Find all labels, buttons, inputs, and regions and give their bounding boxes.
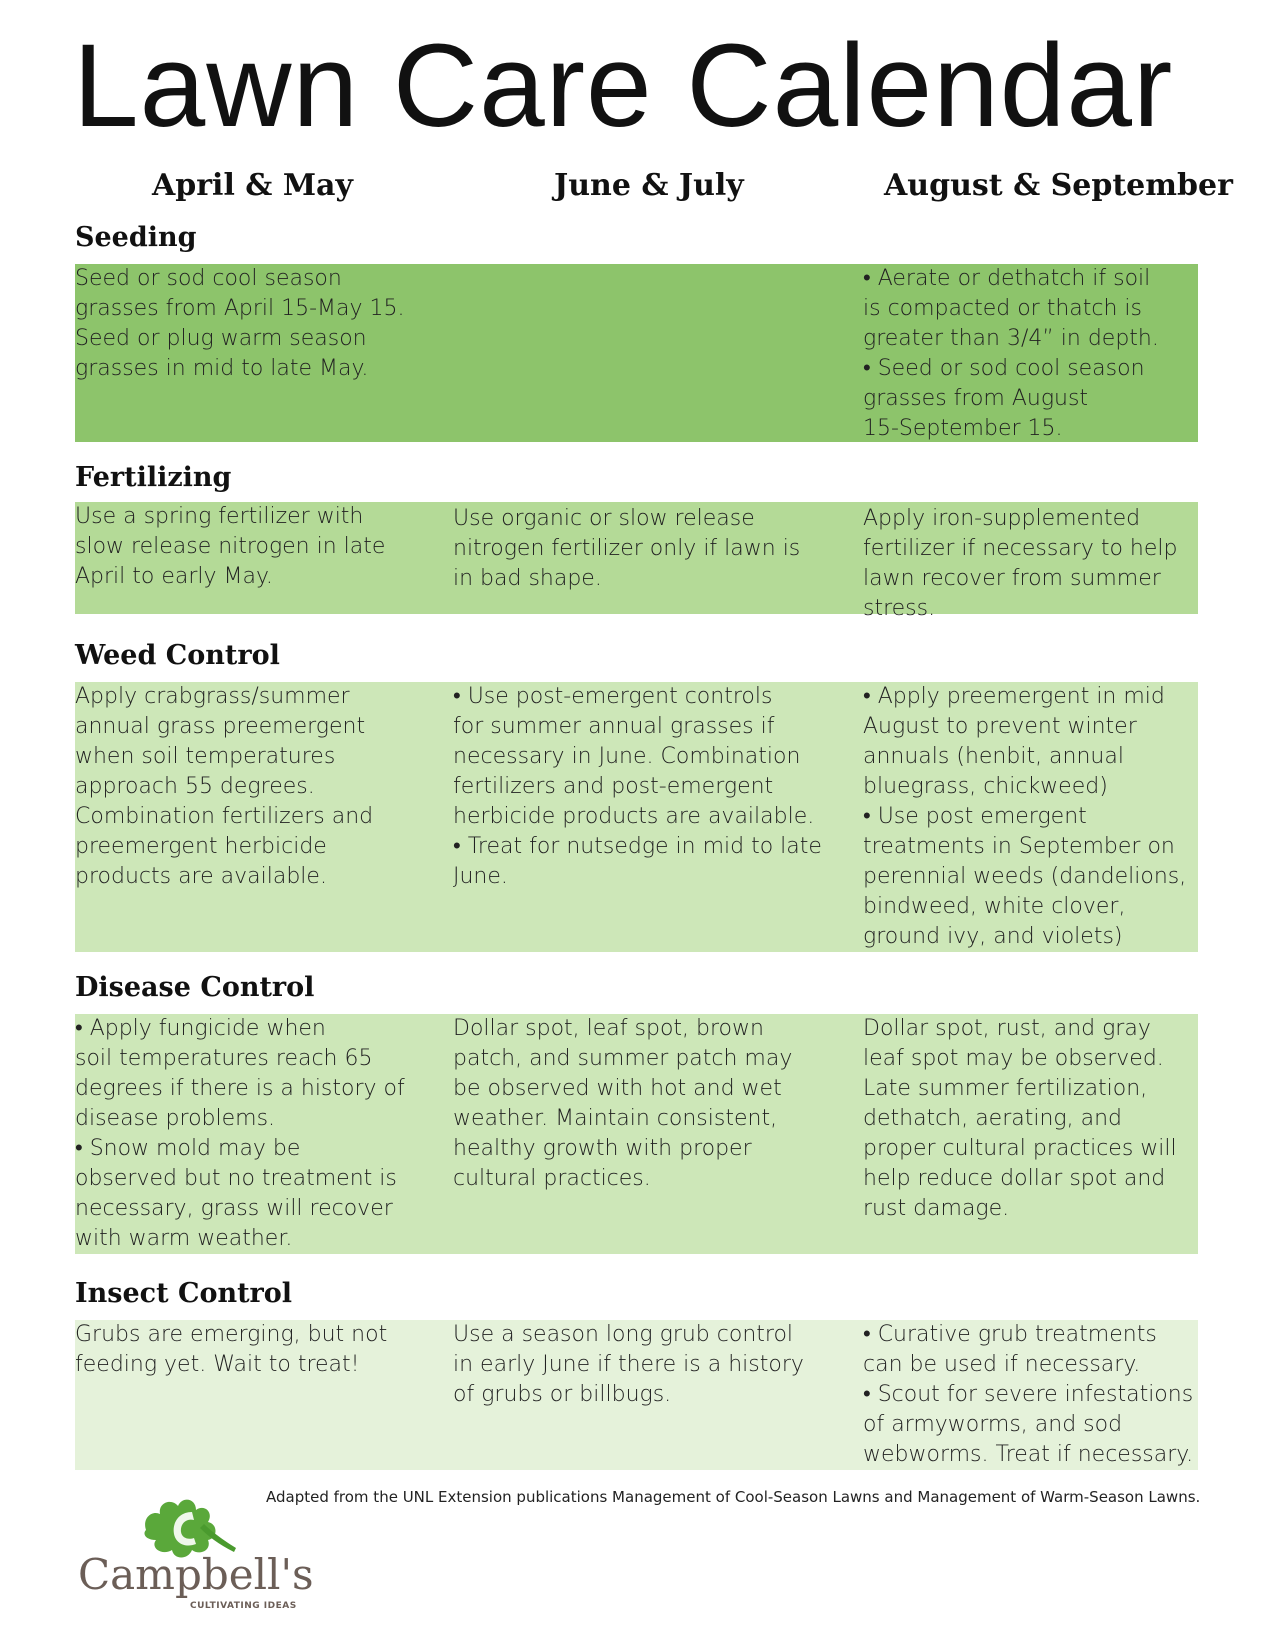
text-line: Seed or sod cool season xyxy=(75,266,342,291)
text-line: June. xyxy=(453,864,508,889)
text-line: necessary in June. Combination xyxy=(453,744,801,769)
text-line: • Use post-emergent controls xyxy=(453,684,773,709)
text-line: Use a season long grub control xyxy=(453,1322,794,1347)
text-line: preemergent herbicide xyxy=(75,834,327,859)
section-title-fertilizing: Fertilizing xyxy=(75,462,232,493)
logo-wordmark: Campbell's xyxy=(78,1550,314,1599)
text-line: greater than 3/4” in depth. xyxy=(863,326,1159,351)
text-line: of grubs or billbugs. xyxy=(453,1382,672,1407)
disease-august-september xyxy=(863,1014,1203,1224)
text-line: • Apply preemergent in mid xyxy=(863,684,1165,709)
text-line: patch, and summer patch may xyxy=(453,1046,793,1071)
text-line: herbicide products are available. xyxy=(453,804,815,829)
section-title-insect-control: Insect Control xyxy=(75,1278,293,1309)
text-line: of armyworms, and sod xyxy=(863,1412,1123,1437)
text-line: 15-September 15. xyxy=(863,416,1063,441)
text-line: bindweed, white clover, xyxy=(863,894,1126,919)
text-line: ground ivy, and violets) xyxy=(863,924,1123,949)
text-line: grasses from August xyxy=(863,386,1089,411)
text-line: leaf spot may be observed. xyxy=(863,1046,1164,1071)
page-title: Lawn Care Calendar xyxy=(73,20,1174,152)
weed-august-september xyxy=(863,682,1203,952)
section-seeding xyxy=(75,264,1198,442)
text-line: help reduce dollar spot and xyxy=(863,1166,1166,1191)
text-line: cultural practices. xyxy=(453,1166,651,1191)
section-weed-control xyxy=(75,682,1198,952)
weed-june-july xyxy=(453,682,843,892)
fertilizing-june-july xyxy=(453,504,843,594)
section-title-disease-control: Disease Control xyxy=(75,972,315,1003)
text-line: fertilizers and post-emergent xyxy=(453,774,774,799)
campbells-logo xyxy=(78,1490,314,1620)
text-line: perennial weeds (dandelions, xyxy=(863,864,1187,889)
insect-june-july xyxy=(453,1320,843,1410)
disease-april-may xyxy=(75,1014,425,1254)
text-line: • Scout for severe infestations xyxy=(863,1382,1194,1407)
text-line: Apply iron-supplemented xyxy=(863,506,1141,531)
text-line: when soil temperatures xyxy=(75,744,336,769)
text-line: for summer annual grasses if xyxy=(453,714,775,739)
text-line: slow release nitrogen in late xyxy=(75,534,386,559)
insect-august-september xyxy=(863,1320,1203,1470)
text-line: April to early May. xyxy=(75,564,273,589)
text-line: • Treat for nutsedge in mid to late xyxy=(453,834,822,859)
text-line: approach 55 degrees. xyxy=(75,774,315,799)
weed-april-may xyxy=(75,682,425,892)
fertilizing-august-september xyxy=(863,504,1203,624)
text-line: dethatch, aerating, and xyxy=(863,1106,1123,1131)
section-fertilizing xyxy=(75,502,1198,621)
text-line: • Apply fungicide when xyxy=(75,1016,326,1041)
text-line: Seed or plug warm season xyxy=(75,326,367,351)
text-line: Late summer fertilization, xyxy=(863,1076,1148,1101)
text-line: • Use post emergent xyxy=(863,804,1087,829)
section-title-seeding: Seeding xyxy=(75,222,197,253)
text-line: • Seed or sod cool season xyxy=(863,356,1145,381)
text-line: disease problems. xyxy=(75,1106,276,1131)
disease-june-july xyxy=(453,1014,843,1194)
text-line: annual grass preemergent xyxy=(75,714,366,739)
section-disease-control xyxy=(75,1014,1198,1254)
text-line: grasses in mid to late May. xyxy=(75,356,369,381)
text-line: August to prevent winter xyxy=(863,714,1137,739)
column-header-april-may: April & May xyxy=(152,168,353,203)
text-line: products are available. xyxy=(75,864,327,889)
insect-april-may xyxy=(75,1320,425,1380)
text-line: webworms. Treat if necessary. xyxy=(863,1442,1194,1467)
text-line: bluegrass, chickweed) xyxy=(863,774,1108,799)
text-line: lawn recover from summer xyxy=(863,566,1161,591)
section-insect-control xyxy=(75,1320,1198,1470)
text-line: necessary, grass will recover xyxy=(75,1196,393,1221)
text-line: • Curative grub treatments xyxy=(863,1322,1157,1347)
text-line: stress. xyxy=(863,596,936,621)
text-line: can be used if necessary. xyxy=(863,1352,1141,1377)
text-line: rust damage. xyxy=(863,1196,1010,1221)
text-line: degrees if there is a history of xyxy=(75,1076,405,1101)
text-line: be observed with hot and wet xyxy=(453,1076,782,1101)
text-line: • Aerate or dethatch if soil xyxy=(863,266,1151,291)
text-line: Use a spring fertilizer with xyxy=(75,504,364,529)
text-line: grasses from April 15-May 15. xyxy=(75,296,405,321)
text-line: Dollar spot, leaf spot, brown xyxy=(453,1016,764,1041)
text-line: Grubs are emerging, but not xyxy=(75,1322,388,1347)
seeding-august-september xyxy=(863,264,1203,444)
column-header-june-july: June & July xyxy=(554,168,744,203)
logo-tagline: CULTIVATING IDEAS xyxy=(190,1601,297,1611)
text-line: proper cultural practices will xyxy=(863,1136,1177,1161)
text-line: in early June if there is a history xyxy=(453,1352,804,1377)
text-line: annuals (henbit, annual xyxy=(863,744,1124,769)
text-line: observed but no treatment is xyxy=(75,1166,397,1191)
text-line: healthy growth with proper xyxy=(453,1136,752,1161)
seeding-april-may xyxy=(75,264,425,384)
text-line: weather. Maintain consistent, xyxy=(453,1106,778,1131)
column-header-august-september: August & September xyxy=(884,168,1233,203)
source-footnote: Adapted from the UNL Extension publications Management of Cool-Season Lawns and Management of Warm-Season Lawns. xyxy=(266,1488,1201,1506)
text-line: with warm weather. xyxy=(75,1226,293,1251)
text-line: • Snow mold may be xyxy=(75,1136,301,1161)
text-line: treatments in September on xyxy=(863,834,1175,859)
text-line: Combination fertilizers and xyxy=(75,804,374,829)
text-line: nitrogen fertilizer only if lawn is xyxy=(453,536,801,561)
text-line: soil temperatures reach 65 xyxy=(75,1046,373,1071)
section-title-weed-control: Weed Control xyxy=(75,640,280,671)
text-line: feeding yet. Wait to treat! xyxy=(75,1352,360,1377)
text-line: is compacted or thatch is xyxy=(863,296,1142,321)
text-line: Apply crabgrass/summer xyxy=(75,684,350,709)
text-line: Dollar spot, rust, and gray xyxy=(863,1016,1151,1041)
text-line: fertilizer if necessary to help xyxy=(863,536,1178,561)
text-line: in bad shape. xyxy=(453,566,602,591)
fertilizing-april-may xyxy=(75,502,425,592)
text-line: Use organic or slow release xyxy=(453,506,755,531)
